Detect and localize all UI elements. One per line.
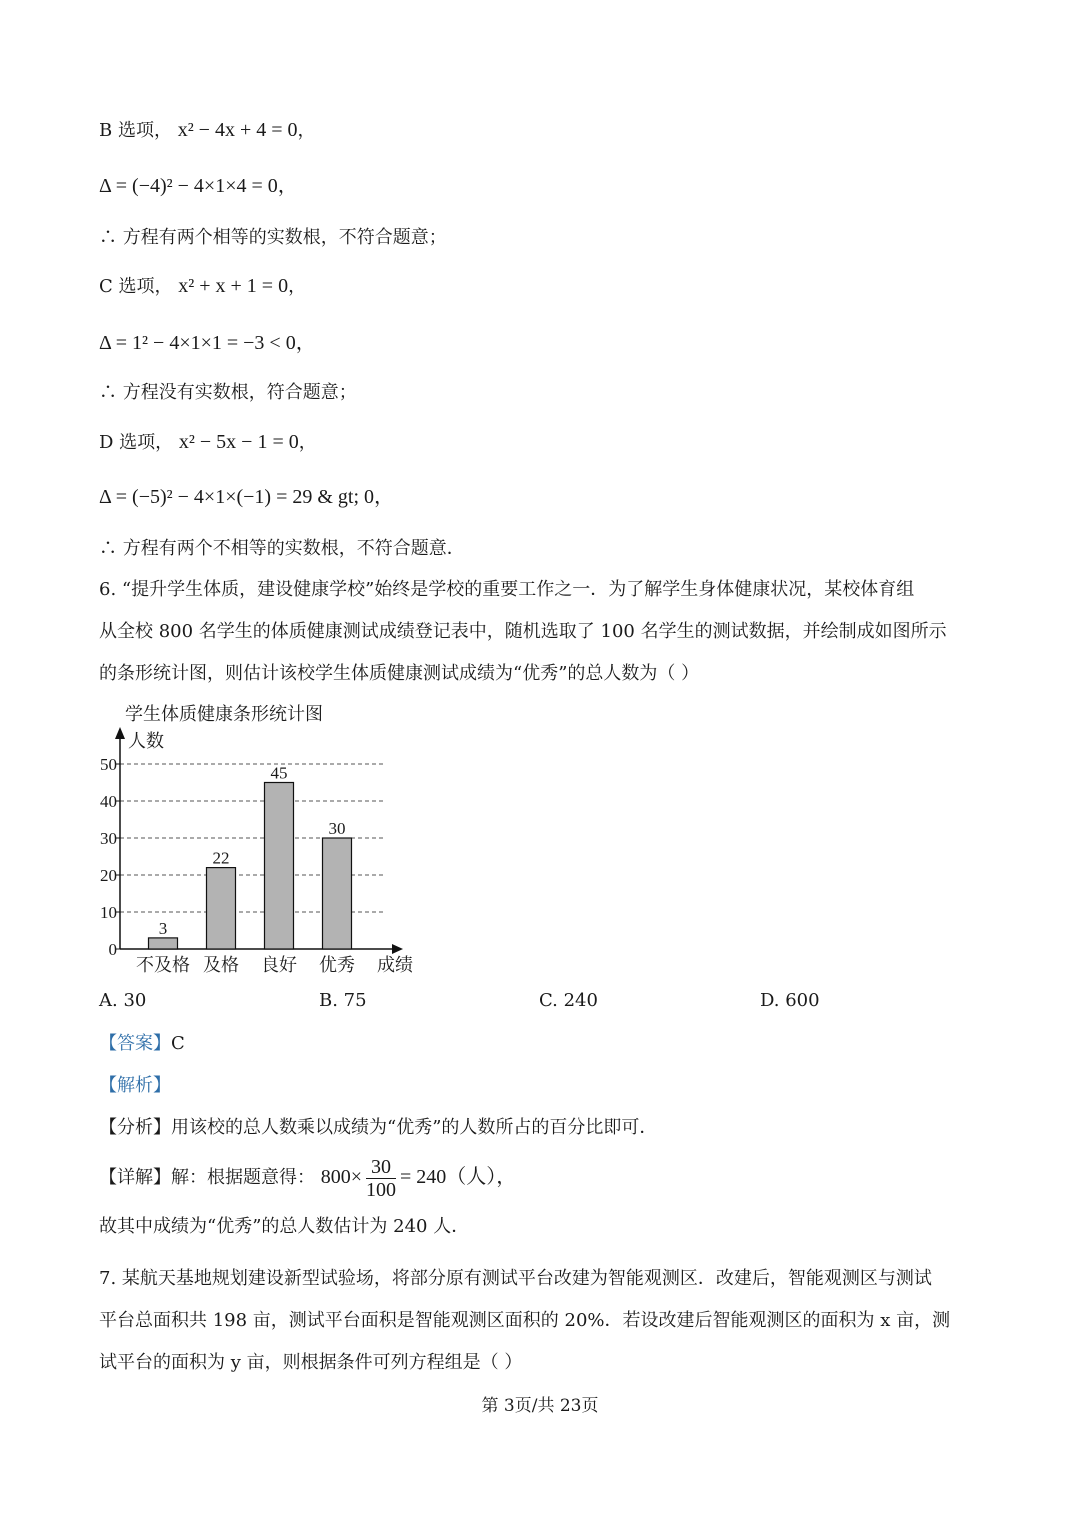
calc-left: 800× [320, 1166, 363, 1188]
analysis-line [99, 1074, 171, 1098]
fenxi-line [99, 1116, 657, 1140]
analysis-tag: 【解析】 [99, 1075, 171, 1096]
bar [323, 838, 352, 949]
fraction-denominator: 100 [366, 1178, 397, 1201]
x-tick-label: 优秀 [319, 955, 355, 975]
y-tick-label: 20 [100, 866, 117, 885]
option-d-equation: x² − 5x − 1 = 0 [178, 431, 299, 453]
option-d-conclusion: ∴ 方程有两个不相等的实数根，不符合题意． [99, 538, 465, 559]
fraction-numerator: 30 [366, 1156, 396, 1179]
answer-value: C [171, 1033, 185, 1054]
question-7-line-2: 平台总面积共 198 亩，测试平台面积是智能观测区面积的 20%．若设改建后智能观测区的面积为 x 亩，测 [99, 1310, 951, 1331]
x-tick-label: 不及格 [136, 955, 190, 975]
xiangjie-prefix: 解：根据题意得： [171, 1167, 315, 1188]
option-c-conclusion: ∴ 方程没有实数根，符合题意； [99, 382, 357, 403]
bar-value-label: 22 [212, 848, 230, 868]
option-c: C. 240 [539, 990, 598, 1011]
bar-value-label: 45 [270, 763, 288, 783]
answer-tag: 【答案】 [99, 1033, 171, 1054]
question-7 [99, 1258, 979, 1384]
y-tick-label: 40 [100, 792, 117, 811]
y-tick-label: 50 [100, 755, 117, 774]
option-d-line [99, 430, 317, 455]
calc-right: = 240（人）， [400, 1166, 517, 1188]
option-c-line [99, 274, 306, 299]
chart-title: 学生体质健康条形统计图 [125, 704, 323, 725]
option-d-delta [99, 485, 394, 509]
option-b-delta-text: Δ = (−4)² − 4×1×4 = 0 [99, 175, 278, 197]
xiangjie-line [99, 1150, 516, 1205]
comma: ， [277, 175, 298, 197]
bar [207, 868, 236, 949]
fenxi-text: 用该校的总人数乘以成绩为“优秀”的人数所占的百分比即可． [171, 1117, 658, 1138]
answer-line [99, 1032, 185, 1056]
option-b: B. 75 [319, 990, 367, 1011]
option-c-label: C 选项， [99, 276, 173, 297]
y-axis-title: 人数 [128, 731, 164, 751]
option-c-equation: x² + x + 1 = 0 [178, 275, 289, 297]
y-tick-label: 0 [108, 940, 117, 959]
bar [265, 783, 294, 950]
x-axis-arrow [392, 944, 403, 954]
comma: ， [374, 486, 395, 508]
option-d: D. 600 [760, 990, 820, 1011]
comma: ， [298, 432, 317, 453]
bar [149, 938, 178, 949]
question-6 [99, 569, 979, 695]
y-tick-label: 10 [100, 903, 117, 922]
option-b-label: B 选项， [99, 120, 172, 141]
option-a: A. 30 [99, 990, 147, 1011]
fraction [366, 1156, 396, 1201]
question-6-line-1: 6. “提升学生体质，建设健康学校”始终是学校的重要工作之一．为了解学生身体健康状况，某校体育组 [99, 579, 915, 600]
option-b-delta [99, 174, 298, 198]
option-b-equation: x² − 4x + 4 = 0 [177, 119, 298, 141]
option-d-delta-text: Δ = (−5)² − 4×1×(−1) = 29 & gt; 0 [99, 486, 375, 508]
x-tick-label: 良好 [261, 955, 297, 975]
question-7-line-1: 7. 某航天基地规划建设新型试验场，将部分原有测试平台改建为智能观测区．改建后，智能观测区与测试 [99, 1268, 932, 1289]
y-axis-arrow [115, 727, 125, 739]
bar-chart [90, 725, 430, 980]
option-b-line [99, 118, 316, 143]
xiangjie-tag: 【详解】 [99, 1167, 171, 1188]
question-7-line-3: 试平台的面积为 y 亩，则根据条件可列方程组是（ ） [99, 1352, 523, 1373]
bar-value-label: 30 [328, 819, 346, 838]
comma: ， [288, 276, 307, 297]
x-tick-label: 及格 [203, 955, 239, 975]
option-c-delta [99, 331, 316, 355]
x-axis-title: 成绩 [377, 955, 413, 975]
question-6-line-2: 从全校 800 名学生的体质健康测试成绩登记表中，随机选取了 100 名学生的测试数据，并绘制成如图所示 [99, 621, 947, 642]
comma: ， [297, 120, 316, 141]
conclusion-line: 故其中成绩为“优秀”的总人数估计为 240 人． [99, 1216, 470, 1237]
option-b-conclusion: ∴ 方程有两个相等的实数根，不符合题意； [99, 227, 447, 248]
page-footer: 第 3页/共 23页 [481, 1396, 599, 1416]
question-6-line-3: 的条形统计图，则估计该校学生体质健康测试成绩为“优秀”的总人数为（ ） [99, 663, 700, 684]
bar-value-label: 3 [158, 918, 168, 938]
comma: ， [295, 332, 316, 354]
option-d-label: D 选项， [99, 432, 174, 453]
y-tick-label: 30 [100, 829, 117, 848]
option-c-delta-text: Δ = 1² − 4×1×1 = −3 < 0 [99, 332, 296, 354]
fenxi-tag: 【分析】 [99, 1117, 171, 1138]
